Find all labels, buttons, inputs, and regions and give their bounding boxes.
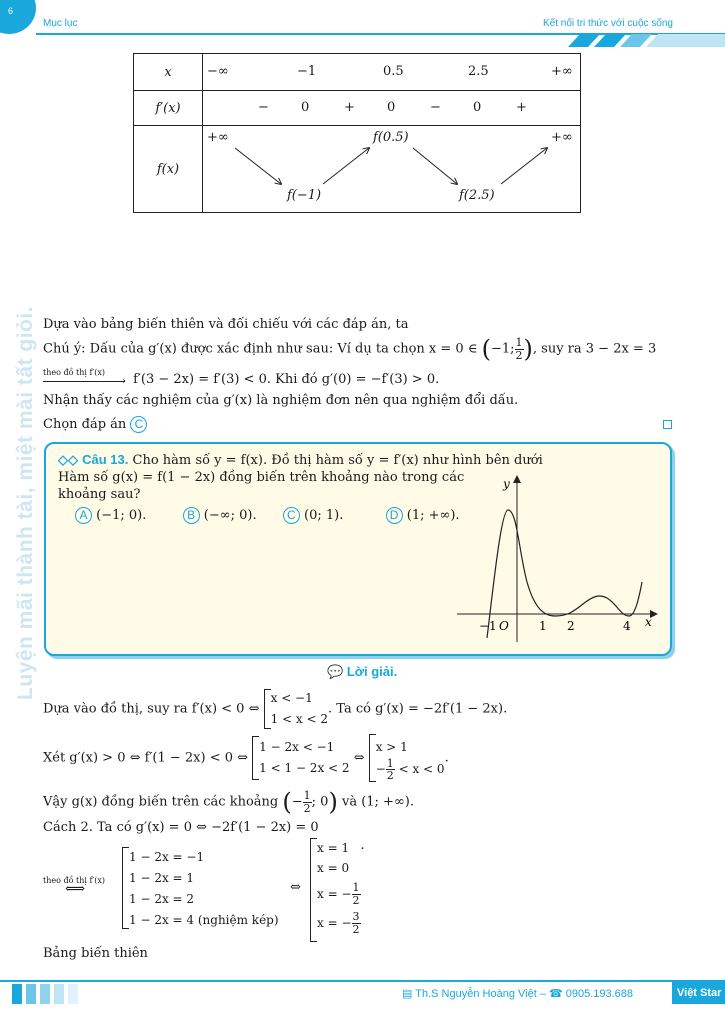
x-value: 2.5 xyxy=(468,64,489,79)
page-number: 6 xyxy=(8,6,14,16)
tick-label: 1 xyxy=(539,619,547,633)
qed-square xyxy=(663,420,672,429)
arrow-up xyxy=(323,148,369,184)
solution-step1: Dựa vào đồ thị, suy ra f′(x) < 0 ⇔ x < −1 1 < x < 2 . Ta có g′(x) = −2f′(1 − 2x). xyxy=(43,688,507,730)
question-line3: khoảng sau? xyxy=(58,487,141,502)
x-row-label: x xyxy=(134,54,203,91)
variation-arrows xyxy=(203,126,579,212)
f-value: f(2.5) xyxy=(459,188,495,203)
prev-solution-line: Chú ý: Dấu của g′(x) được xác định như sau: Ví dụ ta chọn x = 0 ∈ (−1; $\frac{1}{2}$ ), suy ra 3 − 2x = 3 xyxy=(43,335,657,363)
fprime-curve xyxy=(487,510,642,638)
answer-choice: C xyxy=(130,416,147,433)
prev-solution-line: Dựa vào bảng biến thiên và đối chiếu với các đáp án, ta xyxy=(43,317,409,332)
tick-label: 4 xyxy=(623,619,631,633)
sign-cell: 0 xyxy=(387,100,396,115)
x-axis-label: x xyxy=(645,615,652,629)
speech-bubble-icon: 💬 xyxy=(327,664,344,679)
variation-table xyxy=(133,53,581,213)
document-icon: ▤ xyxy=(402,988,413,1000)
option-d[interactable]: D (1; +∞). xyxy=(386,508,460,523)
x-value: +∞ xyxy=(551,64,573,79)
header-stripes xyxy=(560,34,725,47)
sign-cell: + xyxy=(516,100,527,115)
f-value: f(−1) xyxy=(287,188,322,203)
solution-title: 💬 Lời giải. xyxy=(327,664,398,679)
header-right-title: Kết nối tri thức với cuộc sống xyxy=(543,18,673,29)
arrow-down xyxy=(413,148,457,184)
solution-step2: Xét g′(x) > 0 ⇔ f′(1 − 2x) < 0 ⇔ 1 − 2x < −1 1 < 1 − 2x < 2 ⇔ x > 1 − $\frac{1}{2}$ < x < 0 . xyxy=(43,734,449,782)
tick-label: −1 xyxy=(479,619,497,633)
method2-system1: 1 − 2x = −1 1 − 2x = 1 1 − 2x = 2 1 − 2x = 4 (nghiệm kép) xyxy=(122,847,279,931)
options-row xyxy=(75,507,460,524)
method2-system2: x = 1 x = 0 x = − $\frac{1}{2}$ x = − $\frac{3}{2}$ . xyxy=(310,838,365,942)
x-value: −∞ xyxy=(207,64,229,79)
sign-cell: 0 xyxy=(473,100,482,115)
footer-blocks xyxy=(0,982,90,1004)
f-value: +∞ xyxy=(551,130,573,145)
question-line2: Hàm số g(x) = f(1 − 2x) đồng biến trên khoảng nào trong các xyxy=(58,470,465,485)
option-a[interactable]: A (−1; 0). xyxy=(75,508,146,523)
prev-solution-line: Nhận thấy các nghiệm của g′(x) là nghiệm đơn nên qua nghiệm đổi dấu. xyxy=(43,393,519,408)
method2-arrow: theo đồ thị f′(x) ⟺ xyxy=(43,876,106,897)
phone-icon: ☎ xyxy=(548,988,563,1000)
option-c[interactable]: C (0; 1). xyxy=(283,508,343,523)
solution-step6: Bảng biến thiên xyxy=(43,946,148,961)
derivative-graph xyxy=(455,470,667,650)
sign-cell: + xyxy=(344,100,355,115)
footer-rule xyxy=(0,980,725,982)
arrow-annotation: theo đồ thị f′(x) › xyxy=(43,367,126,387)
watermark-slogan: Luyện mãi thành tài, miệt mài tất giỏi. xyxy=(14,305,37,700)
option-b[interactable]: B (−∞; 0). xyxy=(183,508,257,523)
x-value: 0.5 xyxy=(383,64,404,79)
sign-cell: − xyxy=(258,100,269,115)
y-axis-label: y xyxy=(503,477,510,491)
question-line1: ◇◇ Câu 13. Cho hàm số y = f(x). Đồ thị hàm số y = f′(x) như hình bên dưới xyxy=(58,452,543,468)
fprime-row-label: f′(x) xyxy=(134,91,203,126)
diamond-icon: ◇◇ xyxy=(58,452,78,467)
answer-line: Chọn đáp án C xyxy=(43,416,147,433)
tick-label: 2 xyxy=(567,619,575,633)
footer-contact: ▤ Th.S Nguyễn Hoàng Việt – ☎ 0905.193.688 xyxy=(402,988,634,1000)
footer-brand: Việt Star xyxy=(672,982,725,1004)
prev-solution-line: theo đồ thị f′(x) › f′(3 − 2x) = f′(3) < 0. Khi đó g′(0) = −f′(3) > 0. xyxy=(43,367,440,387)
f-row-label: f(x) xyxy=(134,126,203,213)
solution-step4: Cách 2. Ta có g′(x) = 0 ⇔ −2f′(1 − 2x) = 0 xyxy=(43,820,319,835)
tick-label: O xyxy=(499,619,509,633)
arrow-up xyxy=(501,148,547,184)
f-value: +∞ xyxy=(207,130,229,145)
solution-step3: Vậy g(x) đồng biến trên các khoảng (− $\frac{1}{2}$ ; 0) và (1; +∞). xyxy=(43,788,414,816)
arrow-down xyxy=(235,148,281,184)
header-left-title[interactable]: Mục lục xyxy=(43,18,78,29)
f-value: f(0.5) xyxy=(373,130,409,145)
page-corner xyxy=(0,0,36,34)
x-value: −1 xyxy=(297,64,317,79)
sign-cell: − xyxy=(430,100,441,115)
sign-cell: 0 xyxy=(301,100,310,115)
equivalence-sign: ⇔ xyxy=(290,880,301,895)
